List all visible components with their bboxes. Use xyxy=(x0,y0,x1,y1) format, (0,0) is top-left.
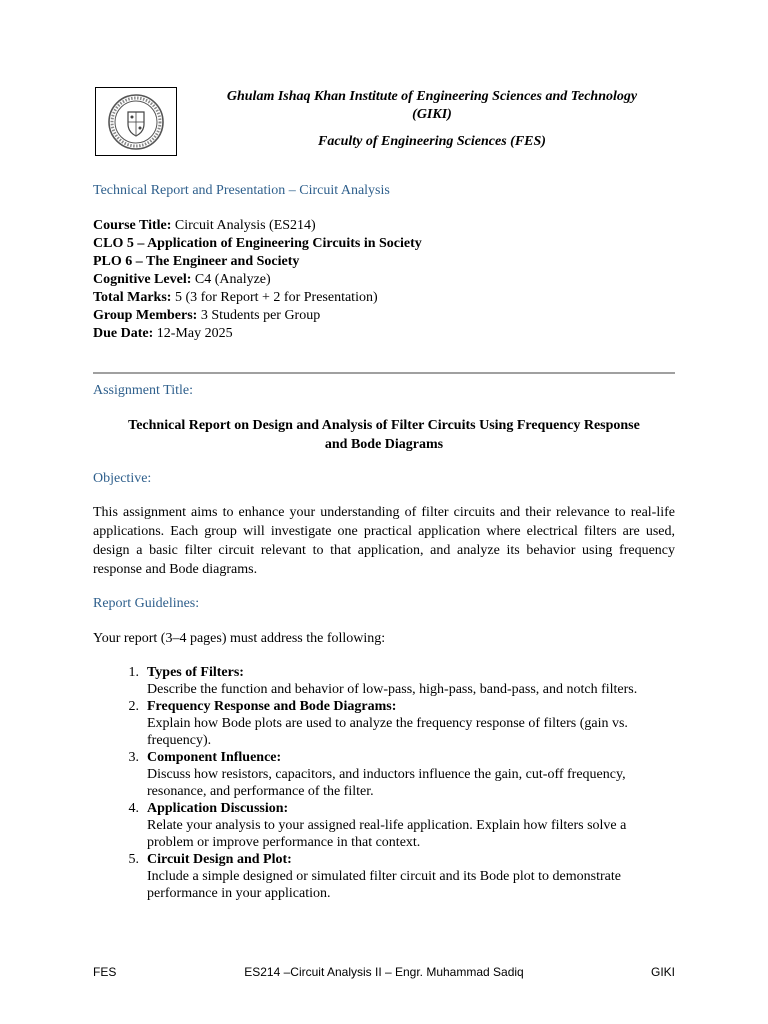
institute-line-2: (GIKI) xyxy=(412,107,452,122)
footer-left: FES xyxy=(93,965,117,979)
list-item-text: Include a simple designed or simulated filter circuit and its Bode plot to demonstrate performance in your application. xyxy=(147,869,621,901)
list-item-text: Relate your analysis to your assigned real-life application. Explain how filters solve a problem or improve performance in that context. xyxy=(147,818,627,850)
document-heading: Technical Report and Presentation – Circuit Analysis xyxy=(93,183,390,198)
objective-heading: Objective: xyxy=(93,471,152,486)
list-item-title: Frequency Response and Bode Diagrams: xyxy=(147,699,397,714)
guidelines-heading: Report Guidelines: xyxy=(93,596,200,611)
group-members-line: Group Members: 3 Students per Group xyxy=(93,308,321,323)
plo-line: PLO 6 – The Engineer and Society xyxy=(93,254,300,269)
assignment-heading: Assignment Title: xyxy=(93,383,193,398)
cognitive-level-line: Cognitive Level: C4 (Analyze) xyxy=(93,272,271,287)
due-date-line: Due Date: 12-May 2025 xyxy=(93,326,233,341)
list-item: 3. Component Influence: Discuss how resistors, capacitors, and inductors influence the gain, cut-off frequency, resonance, and performance of the filter. xyxy=(93,749,675,800)
clo-line: CLO 5 – Application of Engineering Circuits in Society xyxy=(93,236,422,251)
list-item-title: Circuit Design and Plot: xyxy=(147,852,292,867)
institute-line-1: Ghulam Ishaq Khan Institute of Engineering Sciences and Technology xyxy=(226,89,638,104)
faculty-name: Faculty of Engineering Sciences (FES) xyxy=(318,134,546,149)
list-item: 2. Frequency Response and Bode Diagrams: Explain how Bode plots are used to analyze the frequency response of filters (gain vs. frequency). xyxy=(93,698,675,749)
logo-frame xyxy=(95,87,177,156)
total-marks-line: Total Marks: 5 (3 for Report + 2 for Presentation) xyxy=(93,290,378,305)
section-divider xyxy=(93,372,675,374)
course-title-line: Course Title: Circuit Analysis (ES214) xyxy=(93,218,316,233)
list-item: 1. Types of Filters: Describe the function and behavior of low-pass, high-pass, band-pass, and notch filters. xyxy=(93,664,675,698)
list-item-title: Component Influence: xyxy=(147,750,282,765)
assignment-title-line-2: and Bode Diagrams xyxy=(324,437,444,452)
institute-name xyxy=(190,88,674,124)
course-info xyxy=(93,217,422,343)
list-item: 5. Circuit Design and Plot: Include a simple designed or simulated filter circuit and its Bode plot to demonstrate performance in your application. xyxy=(93,851,675,902)
list-item: 4. Application Discussion: Relate your analysis to your assigned real-life application. Explain how filters solve a problem or improve performance in that context. xyxy=(93,800,675,851)
footer-center: ES214 –Circuit Analysis II – Engr. Muhammad Sadiq xyxy=(244,965,524,979)
list-item-text: Explain how Bode plots are used to analyze the frequency response of filters (gain vs. frequency). xyxy=(147,716,628,748)
footer-right: GIKI xyxy=(650,965,675,979)
list-item-text: Discuss how resistors, capacitors, and inductors influence the gain, cut-off frequency, resonance, and performance of the filter. xyxy=(147,767,626,799)
guidelines-intro: Your report (3–4 pages) must address the following: xyxy=(93,631,386,646)
university-seal-icon xyxy=(106,92,166,152)
list-item-text: Describe the function and behavior of low-pass, high-pass, band-pass, and notch filters. xyxy=(147,682,638,697)
assignment-title-line-1: Technical Report on Design and Analysis of Filter Circuits Using Frequency Response xyxy=(128,418,640,433)
guidelines-list xyxy=(93,664,675,902)
list-item-title: Application Discussion: xyxy=(147,801,289,816)
assignment-title xyxy=(93,416,675,454)
list-item-title: Types of Filters: xyxy=(147,665,244,680)
objective-text: This assignment aims to enhance your understanding of filter circuits and their relevance to real-life applications. Each group will investigate one practical application where electrical filters are used, design a basic filter circuit relevant to that application, and analyze its behavior using frequency response and Bode diagrams. xyxy=(93,505,675,577)
